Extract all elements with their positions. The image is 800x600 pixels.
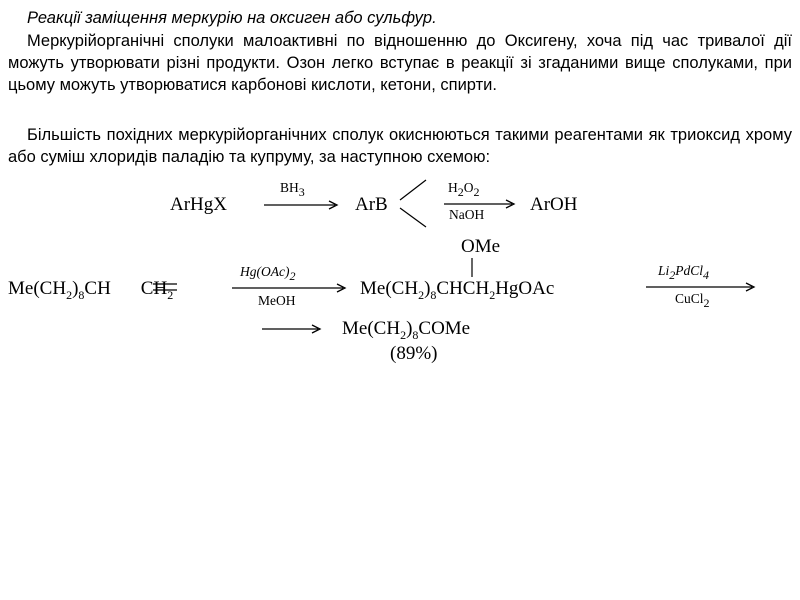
reagent-bh3: BH3 <box>280 180 305 199</box>
intermediate-arb: ArB <box>355 194 388 215</box>
intermediate-organomercury: $Me(CH_2)_8CHCH_2HgOAc$ <box>360 278 555 302</box>
scheme-arylmercury-to-phenol <box>170 180 578 227</box>
reactant-arhgx: ArHgX <box>170 194 227 215</box>
substituent-ome: OMe <box>461 236 501 257</box>
product-ketone: $Me(CH_2)_8COMe$ <box>342 318 471 342</box>
paragraph-oxidation-scheme: Більшість похідних меркурійорганічних сполук окиснюються такими реагентами як триоксид хрому або суміш хлоридів паладію та купруму, за наступною схемою: <box>8 126 792 166</box>
reagent-hgoac2: Hg(OAc)2 <box>240 264 296 283</box>
bond-upper <box>400 180 426 200</box>
reagent-li2pdcl4: Li2PdCl4 <box>658 263 710 282</box>
bond-lower <box>400 208 426 227</box>
product-yield: (89%) <box>390 343 438 364</box>
scheme-alkene-to-ketone <box>8 236 754 364</box>
section-title: Реакції заміщення меркурію на оксиген або сульфур. <box>27 9 437 27</box>
reagent-meoh: MeOH <box>258 293 296 308</box>
reagent-cucl2: CuCl2 <box>675 291 710 310</box>
reagent-h2o2: H2O2 <box>448 180 480 199</box>
reactant-alkene: $Me(CH_2)_8CH$ $CH_2$ <box>8 278 174 302</box>
reagent-naoh: NaOH <box>449 207 485 222</box>
paragraph-mercury-oxygen: Меркурійорганічні сполуки малоактивні по відношенню до Оксигену, хоча під час тривалої дії можуть утворювати різні продукти. Озон легко вступає в реакції зі згаданими вище сполуками, при цьому можуть утворюватися карбонові кислоти, кетони, спирти. <box>8 32 792 94</box>
product-aroh: ArOH <box>530 194 578 215</box>
